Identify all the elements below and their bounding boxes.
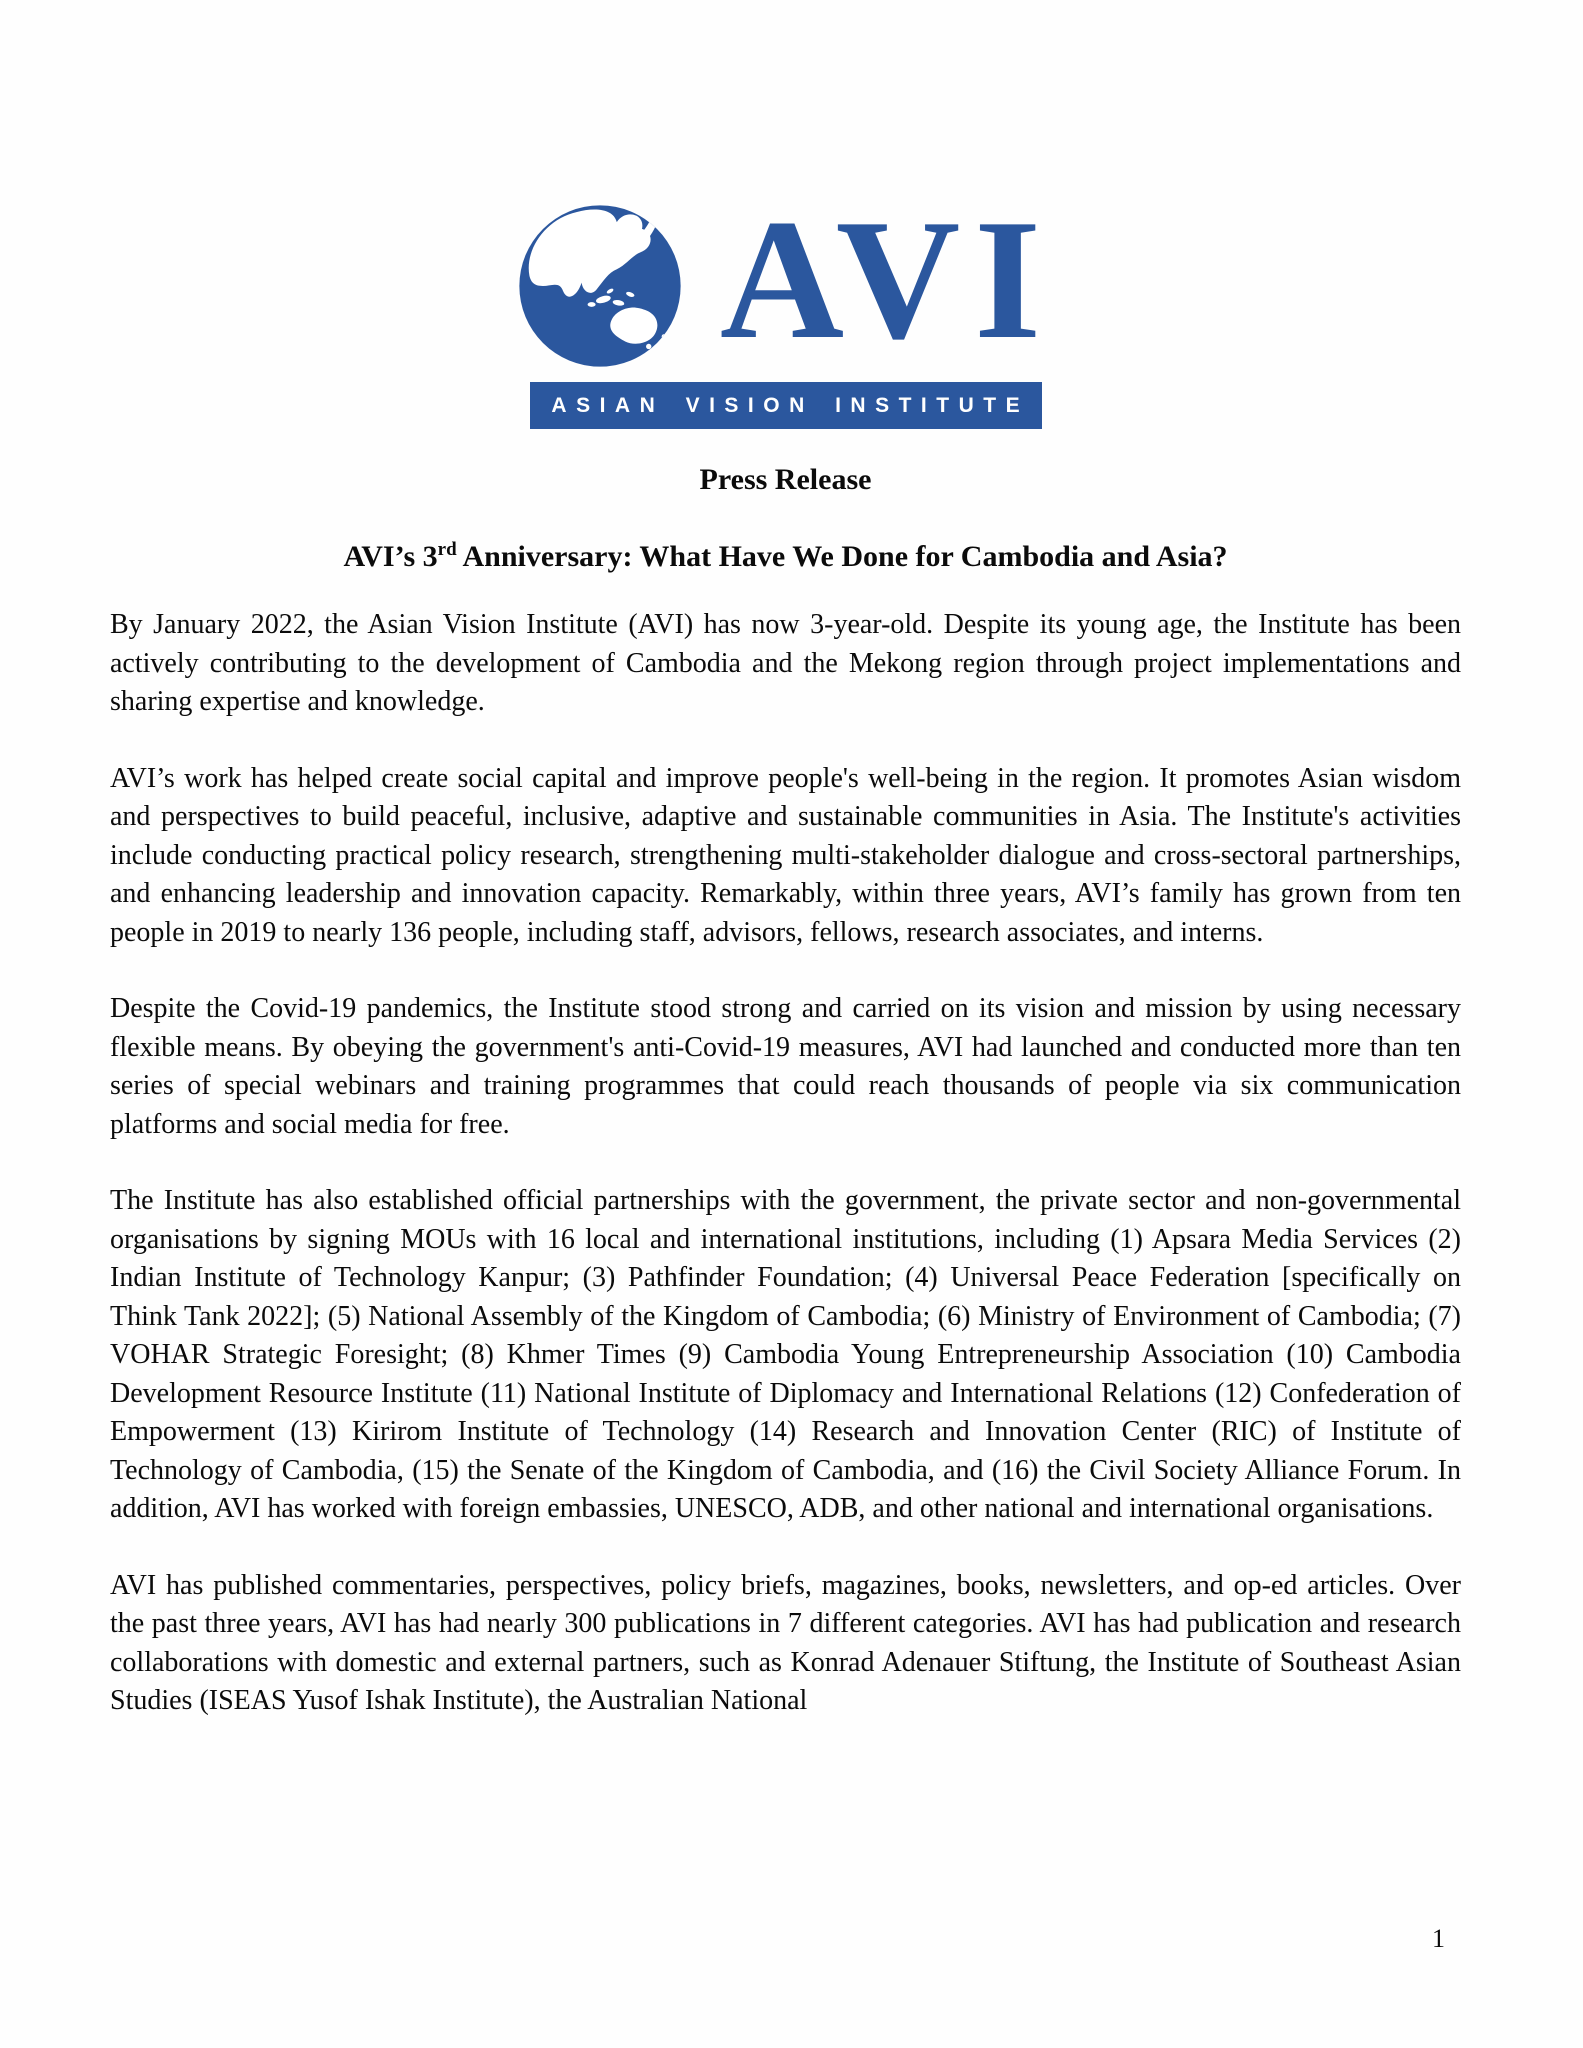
page-number: 1 <box>1432 1924 1445 1953</box>
body-paragraph-1: By January 2022, the Asian Vision Institute (AVI) has now 3-year-old. Despite its young age, the Institute has been actively contributing to the development of Cambodia and the Mekong region through project implementations and sharing expertise and knowledge. <box>110 609 1461 717</box>
body-paragraph-4: The Institute has also established official partnerships with the government, the private sector and non-governmental organisations by signing MOUs with 16 local and international institutions, including (1) Apsara Media Services (2) Indian Institute of Technology Kanpur; (3) Pathfinder Foundation; (4) Universal Peace Federation [specifically on Think Tank 2022]; (5) National Assembly of the Kingdom of Cambodia; (6) Ministry of Environment of Cambodia; (7) VOHAR Strategic Foresight; (8) Khmer Times (9) Cambodia Young Entrepreneurship Association (10) Cambodia Development Resource Institute (11) National Institute of Diplomacy and International Relations (12) Confederation of Empowerment (13) Kirirom Institute of Technology (14) Research and Innovation Center (RIC) of Institute of Technology of Cambodia, (15) the Senate of the Kingdom of Cambodia, and (16) the Civil Society Alliance Forum. In addition, AVI has worked with foreign embassies, UNESCO, ADB, and other national and international organisations. <box>110 1185 1461 1524</box>
globe-asia-pacific-icon <box>516 202 684 370</box>
title-rest: Anniversary: What Have We Done for Cambodia and Asia? <box>456 540 1228 573</box>
avi-wordmark: AVI <box>719 185 1056 375</box>
logo-row <box>530 185 1056 375</box>
press-release-heading: Press Release <box>699 463 872 496</box>
avi-logo <box>530 185 1056 429</box>
body-text <box>110 606 1461 1721</box>
body-paragraph-3: Despite the Covid-19 pandemics, the Institute stood strong and carried on its vision and mission by using necessary flexible means. By obeying the government's anti-Covid-19 measures, AVI had launched and conducted more than ten series of special webinars and training programmes that could reach thousands of people via six communication platforms and social media for free. <box>110 993 1461 1140</box>
document-title <box>110 539 1461 575</box>
body-paragraph-5: AVI has published commentaries, perspectives, policy briefs, magazines, books, newsletters, and op-ed articles. Over the past three years, AVI has had nearly 300 publications in 7 different categories. AVI has had publication and research collaborations with domestic and external partners, such as Konrad Adenauer Stiftung, the Institute of Southeast Asian Studies (ISEAS Yusof Ishak Institute), the Australian National <box>110 1569 1461 1716</box>
logo-banner: ASIAN VISION INSTITUTE <box>530 382 1042 429</box>
title-prefix: AVI’s 3 <box>343 540 438 573</box>
body-paragraph-2: AVI’s work has helped create social capital and improve people's well-being in the region. It promotes Asian wisdom and perspectives to build peaceful, inclusive, adaptive and sustainable communities in Asia. The Institute's activities include conducting practical policy research, strengthening multi-stakeholder dialogue and cross-sectoral partnerships, and enhancing leadership and innovation capacity. Remarkably, within three years, AVI’s family has grown from ten people in 2019 to nearly 136 people, including staff, advisors, fellows, research associates, and interns. <box>110 762 1461 948</box>
title-superscript: rd <box>437 539 457 560</box>
